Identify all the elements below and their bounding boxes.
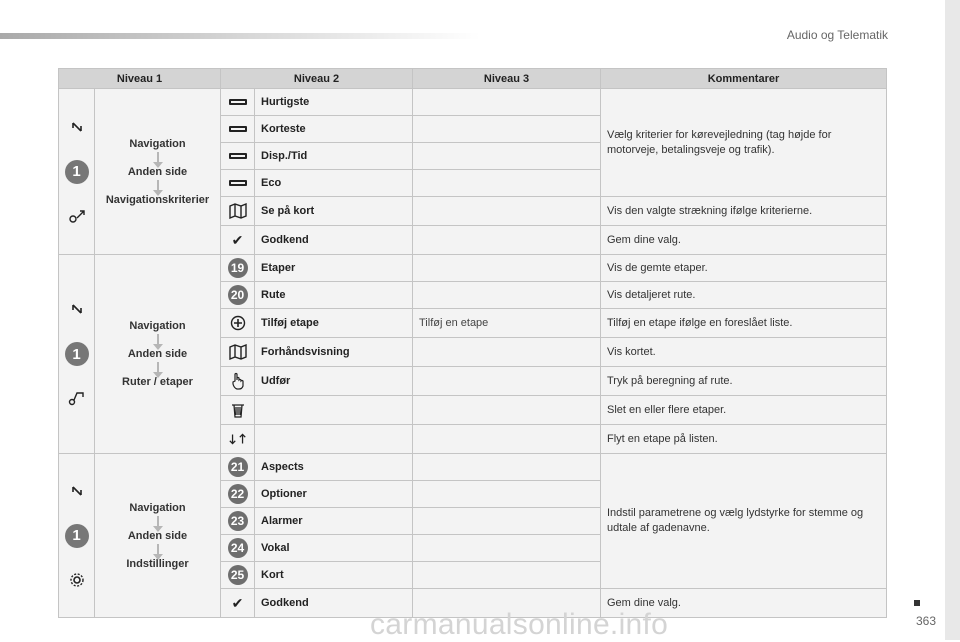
col-header-niveau-3: Niveau 3 — [413, 69, 601, 89]
col-header-kommentarer: Kommentarer — [601, 69, 887, 89]
table-row — [59, 89, 887, 116]
level3-label — [413, 338, 601, 367]
down-arrow-icon — [157, 362, 159, 374]
step-badge: 1 — [65, 524, 89, 548]
level2-label: Aspects — [255, 454, 413, 481]
level1-path — [95, 454, 221, 618]
comment-cell: Vis detaljeret rute. — [601, 282, 887, 309]
level1-path — [95, 89, 221, 255]
level2-icon-cell — [221, 508, 255, 535]
level2-icon-cell — [221, 309, 255, 338]
level3-label — [413, 454, 601, 481]
section-title: Audio og Telematik — [786, 28, 888, 42]
level2-icon-cell — [221, 535, 255, 562]
down-arrow-icon — [157, 334, 159, 346]
level1-icons — [59, 89, 95, 255]
level2-icon-cell — [221, 226, 255, 255]
level2-icon-cell — [221, 255, 255, 282]
check-icon: ✔ — [231, 594, 244, 611]
nav-path-step: Navigation — [129, 137, 186, 150]
table-header-row — [59, 69, 887, 89]
nav-path-step: Ruter / etaper — [122, 376, 193, 388]
level2-label: Kort — [255, 562, 413, 589]
level1-icons — [59, 454, 95, 618]
comment-cell: Vis den valgte strækning ifølge kriterierne. — [601, 197, 887, 226]
navigation-icon — [67, 118, 87, 138]
option-dash-icon — [229, 180, 247, 186]
nav-path-step: Navigationskriterier — [105, 193, 210, 206]
level3-label: Tilføj en etape — [413, 309, 601, 338]
comment-cell: Gem dine valg. — [601, 226, 887, 255]
down-arrow-icon — [157, 180, 159, 192]
level2-label: Alarmer — [255, 508, 413, 535]
option-dash-icon — [229, 99, 247, 105]
page-edge-tab — [945, 0, 960, 640]
table-row — [59, 454, 887, 481]
level2-icon-cell — [221, 454, 255, 481]
header-decor-bar — [0, 33, 480, 39]
comment-cell: Slet en eller flere etaper. — [601, 396, 887, 425]
level3-label — [413, 255, 601, 282]
level3-label — [413, 89, 601, 116]
level2-label: Godkend — [255, 589, 413, 618]
nav-path-step: Anden side — [127, 165, 188, 178]
check-icon: ✔ — [231, 231, 244, 248]
col-header-niveau-1: Niveau 1 — [59, 69, 221, 89]
level3-label — [413, 226, 601, 255]
navigation-icon — [67, 300, 87, 320]
level2-icon-cell — [221, 143, 255, 170]
level2-label — [255, 396, 413, 425]
comment-cell: Tryk på beregning af rute. — [601, 367, 887, 396]
level3-label — [413, 396, 601, 425]
map-icon — [228, 201, 248, 221]
level2-label: Se på kort — [255, 197, 413, 226]
map-icon — [228, 342, 248, 362]
nav-path-step: Navigation — [129, 501, 186, 514]
comment-cell: Vis de gemte etaper. — [601, 255, 887, 282]
level2-label: Rute — [255, 282, 413, 309]
comment-cell: Tilføj en etape ifølge en foreslået liste. — [601, 309, 887, 338]
number-badge: 19 — [228, 258, 248, 278]
level2-icon-cell — [221, 282, 255, 309]
level3-label — [413, 367, 601, 396]
down-arrow-icon — [157, 152, 159, 164]
reorder-icon — [228, 429, 248, 449]
level2-icon-cell — [221, 338, 255, 367]
level1-icons — [59, 255, 95, 454]
comment-cell: Vælg kriterier for kørevejledning (tag højde for motorveje, betalingsveje og trafik). — [601, 89, 887, 197]
comment-cell: Vis kortet. — [601, 338, 887, 367]
add-icon — [228, 313, 248, 333]
menu-structure-table — [58, 68, 887, 618]
level2-label: Vokal — [255, 535, 413, 562]
level2-label: Etaper — [255, 255, 413, 282]
level2-icon-cell — [221, 396, 255, 425]
settings-icon — [67, 570, 87, 590]
level3-label — [413, 481, 601, 508]
watermark: carmanualsonline.info — [370, 608, 669, 641]
number-badge: 20 — [228, 285, 248, 305]
comment-cell: Gem dine valg. — [601, 589, 887, 618]
nav-path-step: Anden side — [127, 529, 188, 542]
step-badge: 1 — [65, 160, 89, 184]
number-badge: 24 — [228, 538, 248, 558]
nav-path-step: Navigation — [129, 320, 186, 332]
level2-label: Eco — [255, 170, 413, 197]
level2-label: Korteste — [255, 116, 413, 143]
page-mark — [914, 600, 920, 606]
navigation-icon — [67, 482, 87, 502]
level1-path — [95, 255, 221, 454]
level3-label — [413, 535, 601, 562]
level3-label — [413, 116, 601, 143]
level2-icon-cell — [221, 425, 255, 454]
level2-icon-cell — [221, 562, 255, 589]
level3-label — [413, 425, 601, 454]
option-dash-icon — [229, 153, 247, 159]
down-arrow-icon — [157, 544, 159, 556]
level3-label — [413, 170, 601, 197]
level3-label — [413, 562, 601, 589]
col-header-niveau-2: Niveau 2 — [221, 69, 413, 89]
number-badge: 22 — [228, 484, 248, 504]
nav-path-step: Indstillinger — [126, 557, 189, 570]
level3-label — [413, 143, 601, 170]
level2-label — [255, 425, 413, 454]
comment-cell: Indstil parametrene og vælg lydstyrke for stemme og udtale af gadenavne. — [601, 454, 887, 589]
trash-icon — [228, 400, 248, 420]
level2-label: Godkend — [255, 226, 413, 255]
number-badge: 21 — [228, 457, 248, 477]
level2-label: Tilføj etape — [255, 309, 413, 338]
level2-label: Disp./Tid — [255, 143, 413, 170]
level2-icon-cell — [221, 89, 255, 116]
comment-cell: Flyt en etape på listen. — [601, 425, 887, 454]
level2-icon-cell — [221, 197, 255, 226]
level2-icon-cell — [221, 170, 255, 197]
nav-path-step: Anden side — [127, 348, 188, 360]
table-row — [59, 255, 887, 282]
level2-icon-cell — [221, 589, 255, 618]
number-badge: 25 — [228, 565, 248, 585]
hand-icon — [228, 371, 248, 391]
level3-label — [413, 197, 601, 226]
step-badge: 1 — [65, 342, 89, 366]
level2-label: Hurtigste — [255, 89, 413, 116]
down-arrow-icon — [157, 516, 159, 528]
level2-icon-cell — [221, 116, 255, 143]
number-badge: 23 — [228, 511, 248, 531]
level2-label: Udfør — [255, 367, 413, 396]
level2-label: Forhåndsvisning — [255, 338, 413, 367]
route-criteria-icon — [67, 206, 87, 226]
level3-label — [413, 508, 601, 535]
level2-icon-cell — [221, 367, 255, 396]
level3-label — [413, 282, 601, 309]
page-number: 363 — [915, 614, 936, 628]
level2-label: Optioner — [255, 481, 413, 508]
level2-icon-cell — [221, 481, 255, 508]
option-dash-icon — [229, 126, 247, 132]
route-icon — [67, 388, 87, 408]
